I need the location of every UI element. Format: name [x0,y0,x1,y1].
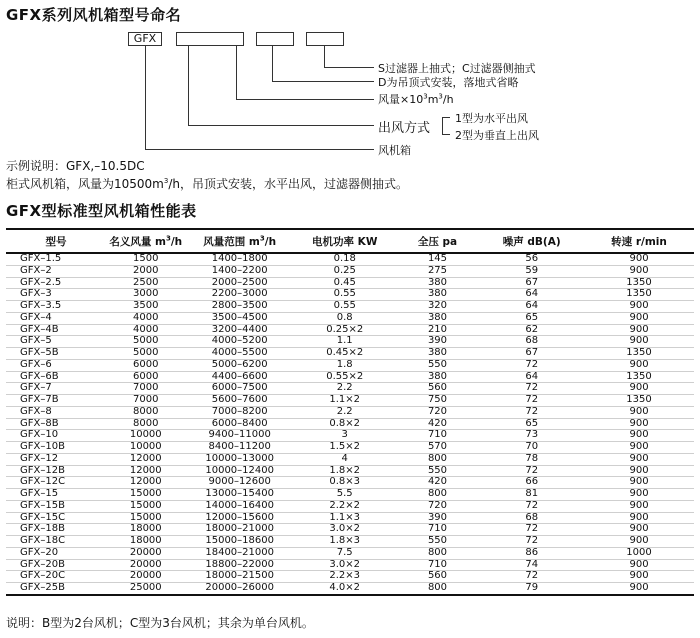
table-cell: 86 [479,547,584,559]
table-cell: 560 [396,571,480,583]
table-cell: 1350 [584,277,694,289]
col-nominal-airflow: 名义风量 $m^3/h$ [106,229,186,253]
mount-box [256,32,294,46]
table-cell: GFX–25B [6,583,106,595]
page-title: GFX系列风机箱型号命名 [6,6,182,24]
table-cell: 72 [479,571,584,583]
table-cell: 65 [479,418,584,430]
table-cell: 67 [479,277,584,289]
table-cell: 4000 [106,312,186,324]
table-cell: 900 [584,324,694,336]
table-cell: 900 [584,489,694,501]
table-cell: GFX–5B [6,348,106,360]
table-row [6,277,694,289]
table-cell: 3000 [106,289,186,301]
mount-label: D为吊顶式安装，落地式省略 [378,76,519,89]
table-cell: 66 [479,477,584,489]
table-cell: 900 [584,536,694,548]
table-cell: 15000 [106,489,186,501]
table-cell: GFX–8 [6,406,106,418]
table-cell: 0.25 [294,265,396,277]
table-cell: 9400–11000 [186,430,294,442]
table-cell: GFX–2 [6,265,106,277]
table-cell: GFX–18C [6,536,106,548]
table-cell: GFX–5 [6,336,106,348]
table-cell: GFX–20 [6,547,106,559]
col-total-pressure: 全压 pa [396,229,480,253]
table-row [6,583,694,595]
table-title: GFX型标准型风机箱性能表 [6,202,197,220]
table-header-row [6,229,694,253]
table-cell: GFX–10 [6,430,106,442]
table-cell: 6000–7500 [186,383,294,395]
table-cell: 72 [479,500,584,512]
table-cell: 5000 [106,336,186,348]
table-row [6,336,694,348]
table-cell: GFX–3 [6,289,106,301]
table-row [6,324,694,336]
table-cell: 3.0×2 [294,559,396,571]
table-cell: 2800–3500 [186,301,294,313]
table-cell: 900 [584,336,694,348]
table-row [6,371,694,383]
table-cell: GFX–1.5 [6,253,106,265]
table-cell: 8000 [106,406,186,418]
table-cell: 79 [479,583,584,595]
performance-table [6,228,694,596]
example-line-1: 示例说明：GFX,–10.5DC [6,159,145,173]
table-cell: 390 [396,512,480,524]
table-cell: 10000–13000 [186,453,294,465]
table-cell: 72 [479,383,584,395]
table-cell: 6000–8400 [186,418,294,430]
table-cell: 710 [396,559,480,571]
table-cell: 10000 [106,442,186,454]
table-cell: GFX–12 [6,453,106,465]
table-cell: GFX–6 [6,359,106,371]
table-cell: 68 [479,512,584,524]
table-cell: 73 [479,430,584,442]
table-cell: 10000 [106,430,186,442]
table-cell: 0.55 [294,301,396,313]
table-cell: 20000–26000 [186,583,294,595]
table-cell: 550 [396,536,480,548]
table-cell: 1350 [584,348,694,360]
table-cell: 4000–5500 [186,348,294,360]
table-cell: 5600–7600 [186,395,294,407]
outlet-option-1: 1型为水平出风 [455,112,528,125]
table-cell: 0.8×2 [294,418,396,430]
table-cell: 800 [396,489,480,501]
outlet-label: 出风方式 [378,121,431,136]
table-cell: GFX–7 [6,383,106,395]
table-cell: 4.0×2 [294,583,396,595]
table-cell: 2.2 [294,406,396,418]
col-airflow-range: 风量范围 $m^3/h$ [186,229,294,253]
table-cell: 6000 [106,371,186,383]
prefix-box: GFX [128,32,162,46]
table-cell: 67 [479,348,584,360]
table-row [6,442,694,454]
table-cell: 420 [396,477,480,489]
table-cell: 4400–6600 [186,371,294,383]
table-cell: 380 [396,312,480,324]
table-cell: 900 [584,524,694,536]
table-cell: GFX–12B [6,465,106,477]
table-row [6,395,694,407]
table-cell: 380 [396,289,480,301]
table-cell: GFX–4B [6,324,106,336]
table-cell: 18000–21500 [186,571,294,583]
table-cell: 900 [584,265,694,277]
table-cell: 64 [479,371,584,383]
table-row [6,383,694,395]
table-cell: 72 [479,536,584,548]
table-cell: 3200–4400 [186,324,294,336]
table-cell: 800 [396,453,480,465]
table-cell: 72 [479,395,584,407]
table-cell: 7000–8200 [186,406,294,418]
table-cell: 4000–5200 [186,336,294,348]
filter-box [306,32,344,46]
table-cell: 5000 [106,348,186,360]
table-cell: 900 [584,571,694,583]
table-row [6,536,694,548]
table-cell: 0.45 [294,277,396,289]
table-row [6,312,694,324]
table-cell: 1.8×3 [294,536,396,548]
table-cell: 390 [396,336,480,348]
table-row [6,301,694,313]
table-row [6,559,694,571]
table-row [6,489,694,501]
table-cell: 3500–4500 [186,312,294,324]
table-cell: 15000 [106,512,186,524]
table-cell: 64 [479,289,584,301]
table-cell: GFX–20C [6,571,106,583]
table-cell: 2500 [106,277,186,289]
table-cell: 0.25×2 [294,324,396,336]
table-cell: 560 [396,383,480,395]
table-cell: 380 [396,348,480,360]
table-cell: 59 [479,265,584,277]
table-cell: 25000 [106,583,186,595]
table-cell: 380 [396,371,480,383]
table-cell: 320 [396,301,480,313]
table-cell: 72 [479,465,584,477]
table-cell: 900 [584,312,694,324]
table-cell: 0.18 [294,253,396,265]
table-cell: 1.1×2 [294,395,396,407]
table-cell: GFX–8B [6,418,106,430]
col-motor-power: 电机功率 KW [294,229,396,253]
col-model: 型号 [6,229,106,253]
table-cell: 0.8 [294,312,396,324]
table-cell: 10000–12400 [186,465,294,477]
table-cell: 1350 [584,371,694,383]
table-row [6,500,694,512]
table-cell: 1350 [584,289,694,301]
table-cell: 900 [584,465,694,477]
table-cell: 15000 [106,500,186,512]
table-cell: 2000 [106,265,186,277]
table-row [6,265,694,277]
table-cell: 6000 [106,359,186,371]
table-cell: 900 [584,477,694,489]
table-cell: 2200–3000 [186,289,294,301]
example-line-2: 柜式风机箱，风量为$10500m^3/h$，吊顶式安装，水平出风，过滤器侧抽式。 [6,177,408,191]
table-cell: 900 [584,500,694,512]
table-cell: GFX–20B [6,559,106,571]
box-label: 风机箱 [378,144,411,157]
table-cell: 275 [396,265,480,277]
table-cell: 1.5×2 [294,442,396,454]
table-cell: 800 [396,583,480,595]
table-cell: 18400–21000 [186,547,294,559]
col-speed: 转速 r/min [584,229,694,253]
table-cell: 900 [584,442,694,454]
table-cell: GFX–15 [6,489,106,501]
table-cell: 7000 [106,395,186,407]
table-cell: 550 [396,359,480,371]
table-cell: 720 [396,500,480,512]
table-cell: 0.8×3 [294,477,396,489]
table-cell: GFX–6B [6,371,106,383]
table-cell: 1400–1800 [186,253,294,265]
table-cell: 3 [294,430,396,442]
table-cell: 5000–6200 [186,359,294,371]
table-cell: GFX–15B [6,500,106,512]
table-cell: 900 [584,418,694,430]
table-cell: 56 [479,253,584,265]
table-cell: 1400–2200 [186,265,294,277]
table-cell: 13000–15400 [186,489,294,501]
airflow-label: 风量$\times 10^3m^3/h$ [378,92,454,106]
filter-label: S过滤器上抽式；C过滤器侧抽式 [378,62,536,75]
table-cell: 2.2 [294,383,396,395]
table-cell: 0.55 [294,289,396,301]
table-cell: 62 [479,324,584,336]
table-cell: GFX–15C [6,512,106,524]
table-cell: 1.1×3 [294,512,396,524]
table-cell: 0.45×2 [294,348,396,360]
table-cell: 78 [479,453,584,465]
table-cell: 380 [396,277,480,289]
table-cell: 210 [396,324,480,336]
table-cell: GFX–4 [6,312,106,324]
table-row [6,348,694,360]
table-cell: 900 [584,406,694,418]
table-cell: 72 [479,406,584,418]
table-cell: 20000 [106,559,186,571]
table-row [6,453,694,465]
table-cell: 900 [584,383,694,395]
table-cell: 1.8×2 [294,465,396,477]
table-cell: 800 [396,547,480,559]
table-cell: 2000–2500 [186,277,294,289]
table-row [6,359,694,371]
table-cell: 145 [396,253,480,265]
table-cell: 2.2×2 [294,500,396,512]
table-cell: GFX–3.5 [6,301,106,313]
table-cell: 12000–15600 [186,512,294,524]
table-row [6,253,694,265]
table-row [6,547,694,559]
table-cell: GFX–18B [6,524,106,536]
table-cell: GFX–7B [6,395,106,407]
table-cell: 68 [479,336,584,348]
table-row [6,477,694,489]
table-cell: 750 [396,395,480,407]
table-cell: 900 [584,583,694,595]
table-cell: GFX–2.5 [6,277,106,289]
table-cell: 900 [584,359,694,371]
table-cell: 7.5 [294,547,396,559]
table-cell: 12000 [106,465,186,477]
table-cell: 550 [396,465,480,477]
col-noise: 噪声 dB(A) [479,229,584,253]
table-cell: 18000–21000 [186,524,294,536]
table-cell: GFX–12C [6,477,106,489]
table-row [6,465,694,477]
table-cell: 15000–18600 [186,536,294,548]
table-cell: 65 [479,312,584,324]
table-cell: 1.8 [294,359,396,371]
table-cell: 900 [584,253,694,265]
table-row [6,418,694,430]
table-cell: 0.55×2 [294,371,396,383]
table-row [6,430,694,442]
table-cell: 1.1 [294,336,396,348]
table-cell: 3500 [106,301,186,313]
table-cell: 1500 [106,253,186,265]
table-row [6,512,694,524]
table-cell: 72 [479,524,584,536]
table-cell: 70 [479,442,584,454]
table-cell: 900 [584,453,694,465]
table-cell: 20000 [106,571,186,583]
table-cell: 14000–16400 [186,500,294,512]
table-cell: 18800–22000 [186,559,294,571]
table-cell: 4000 [106,324,186,336]
table-cell: 20000 [106,547,186,559]
table-cell: 7000 [106,383,186,395]
table-note: 说明：B型为2台风机；C型为3台风机；其余为单台风机。 [6,616,314,630]
table-row [6,289,694,301]
table-cell: 8000 [106,418,186,430]
table-cell: 12000 [106,453,186,465]
table-cell: 420 [396,418,480,430]
table-cell: 9000–12600 [186,477,294,489]
table-cell: 12000 [106,477,186,489]
table-cell: 74 [479,559,584,571]
table-row [6,571,694,583]
table-cell: 1350 [584,395,694,407]
table-cell: 18000 [106,524,186,536]
table-cell: 72 [479,359,584,371]
table-cell: 64 [479,301,584,313]
table-cell: 8400–11200 [186,442,294,454]
table-cell: 720 [396,406,480,418]
table-cell: 900 [584,559,694,571]
table-cell: 900 [584,301,694,313]
table-cell: 3.0×2 [294,524,396,536]
table-cell: 4 [294,453,396,465]
table-cell: 710 [396,430,480,442]
table-cell: 81 [479,489,584,501]
table-cell: 900 [584,430,694,442]
airflow-box [176,32,244,46]
table-cell: 570 [396,442,480,454]
table-cell: 900 [584,512,694,524]
table-cell: 710 [396,524,480,536]
table-row [6,406,694,418]
outlet-option-2: 2型为垂直上出风 [455,129,539,142]
table-cell: GFX–10B [6,442,106,454]
table-cell: 1000 [584,547,694,559]
table-cell: 2.2×3 [294,571,396,583]
table-cell: 18000 [106,536,186,548]
table-row [6,524,694,536]
table-cell: 5.5 [294,489,396,501]
